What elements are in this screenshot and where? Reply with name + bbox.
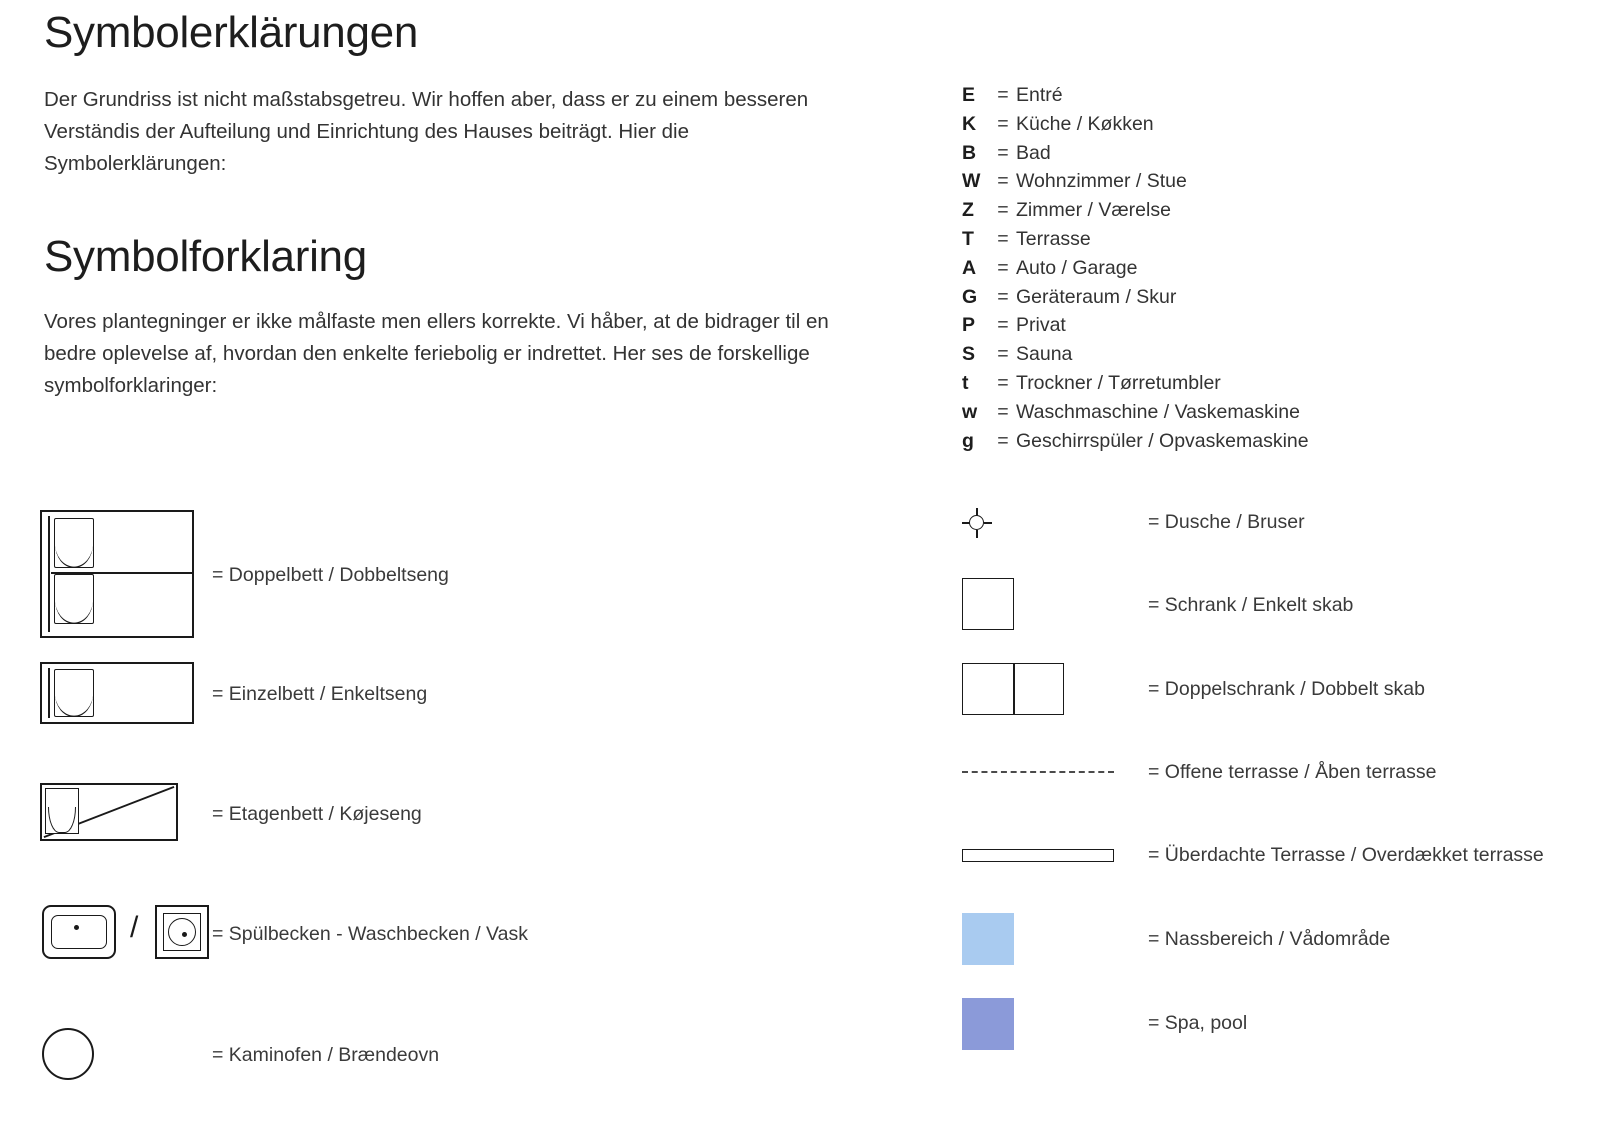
legend-label-open-terrace: = Offene terrasse / Åben terrasse [1148,761,1437,783]
legend-label-sink: = Spülbecken - Waschbecken / Vask [212,923,528,945]
open-terrace-icon [962,771,1114,773]
abbreviation-row [962,199,1582,228]
abbreviation-equals: = [997,285,1009,308]
double-bed-icon [40,510,194,638]
shower-icon [962,508,992,538]
abbreviation-key: t [962,371,969,394]
abbreviation-row [962,228,1582,257]
wet-area-swatch [962,913,1014,965]
abbreviation-key: G [962,285,978,308]
abbreviation-key: B [962,141,977,164]
abbreviation-value: Terrasse [1016,227,1091,250]
abbreviation-list [962,84,1582,458]
abbreviation-value: Auto / Garage [1016,256,1138,279]
legend-label-shower: = Dusche / Bruser [1148,511,1305,533]
left-text-column [44,0,924,402]
abbreviation-value: Zimmer / Værelse [1016,199,1171,222]
abbreviation-key: Z [962,199,974,222]
abbreviation-key: P [962,314,976,337]
abbreviation-value: Geräteraum / Skur [1016,285,1177,308]
abbreviation-row [962,142,1582,171]
abbreviation-key: g [962,429,974,452]
abbreviation-key: E [962,84,976,106]
abbreviation-key: w [962,400,978,423]
wood-stove-icon [42,1028,94,1080]
abbreviation-row [962,401,1582,430]
abbreviation-equals: = [997,112,1009,135]
abbreviation-row [962,372,1582,401]
legend-label-double-bed: = Doppelbett / Dobbeltseng [212,564,449,586]
abbreviation-row [962,343,1582,372]
abbreviation-equals: = [997,400,1009,423]
page-title-da: Symbolforklaring [44,232,367,281]
abbreviation-row [962,170,1582,199]
spa-pool-swatch [962,998,1014,1050]
legend-label-single-cabinet: = Schrank / Enkelt skab [1148,594,1354,616]
abbreviation-value: Sauna [1016,343,1073,366]
legend-label-bunk-bed: = Etagenbett / Køjeseng [212,803,422,825]
legend-label-spa-pool: = Spa, pool [1148,1012,1248,1034]
abbreviation-value: Geschirrspüler / Opvaskemaskine [1016,429,1309,452]
abbreviation-equals: = [997,84,1009,106]
intro-paragraph-de: Der Grundriss ist nicht maßstabsgetreu. Wir hoffen aber, dass er zu einem besseren Verständis der Aufteilung und Einrichtung des Hauses beiträgt. Hier die Symbolerklärungen: [44,88,809,175]
page-title-de: Symbolerklärungen [44,8,418,57]
abbreviation-key: A [962,256,977,279]
abbreviation-equals: = [997,314,1009,337]
double-cabinet-icon [962,663,1064,715]
abbreviation-value: Wohnzimmer / Stue [1016,170,1187,193]
abbreviation-equals: = [997,429,1009,452]
abbreviation-value: Entré [1016,84,1063,106]
abbreviation-row [962,286,1582,315]
legend-label-wet-area: = Nassbereich / Vådområde [1148,928,1391,950]
legend-label-covered-terrace: = Überdachte Terrasse / Overdækket terrasse [1148,844,1544,866]
abbreviation-value: Waschmaschine / Vaskemaskine [1016,400,1300,423]
abbreviation-key: T [962,227,974,250]
abbreviation-key: W [962,170,981,193]
abbreviation-equals: = [997,199,1009,222]
legend-label-wood-stove: = Kaminofen / Brændeovn [212,1044,440,1066]
abbreviation-row [962,84,1582,113]
single-cabinet-icon [962,578,1014,630]
legend-label-double-cabinet: = Doppelschrank / Dobbelt skab [1148,678,1425,700]
abbreviation-value: Küche / Køkken [1016,112,1154,135]
abbreviation-equals: = [997,141,1009,164]
abbreviation-row [962,113,1582,142]
abbreviation-equals: = [997,170,1009,193]
legend-label-single-bed: = Einzelbett / Enkeltseng [212,683,428,705]
abbreviation-key: K [962,112,977,135]
covered-terrace-icon [962,849,1114,862]
abbreviation-equals: = [997,343,1009,366]
single-bed-icon [40,662,194,724]
abbreviation-key: S [962,343,976,366]
abbreviation-value: Trockner / Tørretumbler [1016,371,1221,394]
abbreviation-equals: = [997,256,1009,279]
abbreviation-equals: = [997,227,1009,250]
abbreviation-row [962,314,1582,343]
intro-paragraph-da: Vores plantegninger er ikke målfaste men ellers korrekte. Vi håber, at de bidrager til en bedre oplevelse af, hvordan den enkelte feriebolig er indrettet. Her ses de forskellige symbolforklaringer: [44,310,829,397]
abbreviation-equals: = [997,371,1009,394]
abbreviation-value: Bad [1016,141,1051,164]
sink-icon [42,905,222,959]
abbreviation-row [962,257,1582,286]
slash-separator: / [130,911,139,944]
bunk-bed-icon [40,783,178,841]
abbreviation-row [962,430,1582,459]
abbreviation-value: Privat [1016,314,1066,337]
